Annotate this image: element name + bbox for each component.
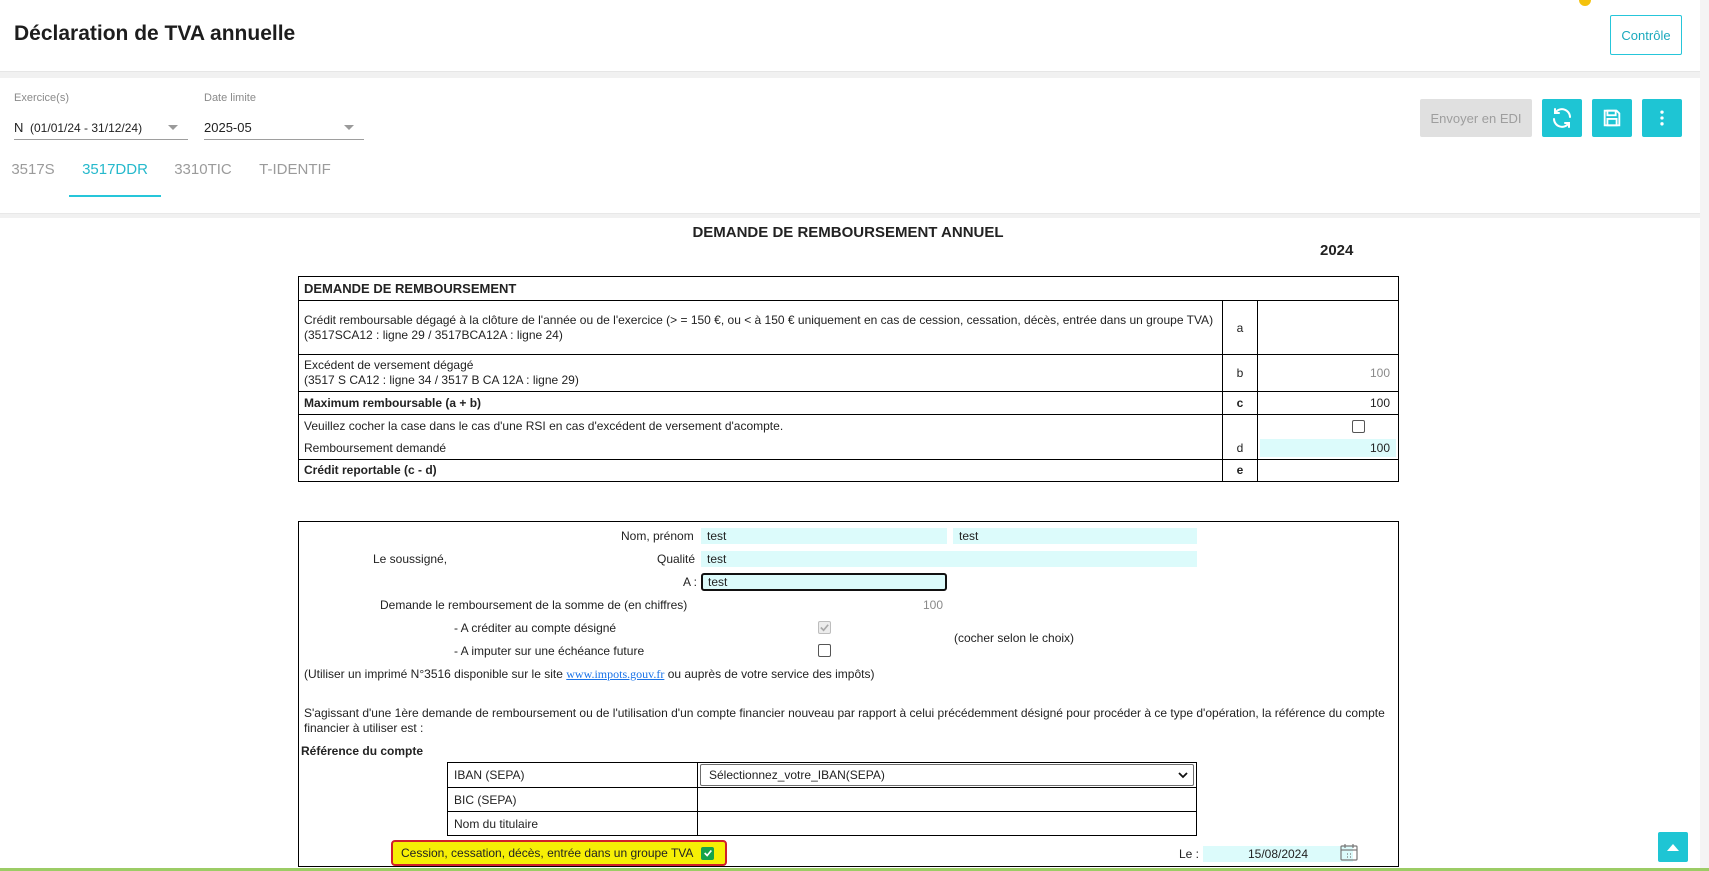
more-options-button[interactable] bbox=[1642, 99, 1682, 137]
refresh-icon bbox=[1550, 106, 1574, 130]
tab-3517s[interactable]: 3517S bbox=[11, 161, 55, 178]
imprime-before: (Utiliser un imprimé N°3516 disponible sur le site bbox=[304, 667, 567, 681]
cocher-label: (cocher selon le choix) bbox=[954, 631, 1075, 645]
content-separator bbox=[0, 214, 1700, 218]
bic-label: BIC (SEPA) bbox=[448, 788, 698, 812]
rsi-letter bbox=[1223, 415, 1258, 437]
form-title: DEMANDE DE REMBOURSEMENT ANNUEL bbox=[692, 224, 1004, 241]
date-input[interactable]: 15/08/2024 bbox=[1203, 846, 1353, 862]
titulaire-label: Nom du titulaire bbox=[448, 812, 698, 836]
imprime-text bbox=[304, 667, 874, 682]
section-header: DEMANDE DE REMBOURSEMENT bbox=[299, 277, 1399, 301]
scroll-to-top-button[interactable] bbox=[1658, 832, 1688, 862]
cession-label: Cession, cessation, décès, entrée dans un groupe TVA bbox=[401, 846, 694, 860]
row-b-text1: Excédent de versement dégagé bbox=[304, 358, 474, 372]
nom-label: Nom, prénom bbox=[621, 529, 694, 543]
refresh-button[interactable] bbox=[1542, 99, 1582, 137]
calendar-button[interactable] bbox=[1339, 842, 1359, 865]
page-title: Déclaration de TVA annuelle bbox=[14, 22, 296, 45]
row-c-letter: c bbox=[1223, 392, 1258, 415]
a-input[interactable]: test bbox=[701, 573, 947, 591]
iban-label: IBAN (SEPA) bbox=[448, 763, 698, 788]
table-row bbox=[299, 355, 1399, 392]
qualite-label: Qualité bbox=[657, 552, 696, 566]
titulaire-input[interactable] bbox=[698, 812, 1197, 836]
row-a-letter: a bbox=[1223, 301, 1258, 355]
scrollbar[interactable] bbox=[1700, 0, 1709, 871]
soussigne-label: Le soussigné, bbox=[373, 552, 448, 566]
iban-cell bbox=[698, 763, 1197, 788]
declaration-box bbox=[298, 521, 1399, 867]
tab-t-identif[interactable]: T-IDENTIF bbox=[259, 161, 331, 178]
row-a-value[interactable] bbox=[1258, 301, 1399, 355]
premiere-text: S'agissant d'une 1ère demande de remboursement ou de l'utilisation d'un compte financier nouveau par rapport à celui précédemment désigné pour procéder à ce type d'opération, la référence du compte financier à utiliser est : bbox=[304, 706, 1385, 735]
bic-input[interactable] bbox=[698, 788, 1197, 812]
le-label: Le : bbox=[1179, 847, 1200, 861]
date-limite-label: Date limite bbox=[204, 92, 256, 104]
nom-input[interactable]: test bbox=[701, 528, 947, 544]
table-row bbox=[448, 788, 1197, 812]
bank-table bbox=[447, 762, 1197, 836]
rsi-checkbox-cell bbox=[1258, 415, 1399, 437]
rsi-checkbox[interactable] bbox=[1352, 420, 1365, 433]
row-d-value[interactable]: 100 bbox=[1258, 437, 1399, 460]
check-icon bbox=[819, 622, 830, 633]
chevron-down-icon bbox=[344, 125, 354, 130]
table-row bbox=[299, 392, 1399, 415]
somme-value: 100 bbox=[922, 598, 943, 612]
table-row bbox=[299, 437, 1399, 460]
exercice-prefix: N bbox=[14, 120, 24, 135]
imputer-label: - A imputer sur une échéance future bbox=[454, 644, 645, 658]
row-a-text1: Crédit remboursable dégagé à la clôture de l'année ou de l'exercice (> = 150 €, ou < à 150 € uniquement en cas de cession, cessation, décès, entrée dans un groupe TVA) bbox=[304, 312, 1214, 327]
table-row bbox=[299, 277, 1399, 301]
cession-highlight bbox=[391, 840, 727, 866]
chevron-down-icon bbox=[168, 125, 178, 130]
iban-select[interactable] bbox=[700, 764, 1194, 786]
notification-dot bbox=[1579, 0, 1591, 6]
exercice-value: (01/01/24 - 31/12/24) bbox=[30, 121, 143, 135]
row-b-text2: (3517 S CA12 : ligne 34 / 3517 B CA 12A : ligne 29) bbox=[304, 373, 579, 387]
exercice-select[interactable] bbox=[14, 112, 188, 140]
date-limite-value: 2025-05 bbox=[204, 120, 252, 135]
prenom-input[interactable]: test bbox=[953, 528, 1197, 544]
envoyer-edi-button[interactable]: Envoyer en EDI bbox=[1420, 99, 1532, 137]
row-a-text bbox=[299, 301, 1223, 355]
row-e-text: Crédit reportable (c - d) bbox=[299, 459, 1223, 481]
controle-button[interactable]: Contrôle bbox=[1610, 15, 1682, 55]
form-year: 2024 bbox=[1320, 242, 1354, 259]
table-row bbox=[299, 415, 1399, 437]
app-header bbox=[0, 0, 1700, 72]
row-d-text: Remboursement demandé bbox=[299, 437, 1223, 460]
check-icon bbox=[703, 848, 713, 858]
save-icon bbox=[1601, 107, 1623, 129]
arrow-up-icon bbox=[1666, 842, 1680, 852]
more-vertical-icon bbox=[1652, 108, 1672, 128]
crediter-checkbox[interactable] bbox=[818, 621, 831, 634]
save-button[interactable] bbox=[1592, 99, 1632, 137]
imputer-checkbox[interactable] bbox=[818, 644, 831, 657]
tab-3310tic[interactable]: 3310TIC bbox=[174, 161, 232, 178]
row-b-text bbox=[299, 355, 1223, 392]
rsi-text: Veuillez cocher la case dans le cas d'une RSI en cas d'excédent de versement d'acompte. bbox=[299, 415, 1223, 437]
toolbar-area bbox=[0, 78, 1700, 214]
qualite-input[interactable]: test bbox=[701, 551, 1197, 567]
impots-link[interactable]: www.impots.gouv.fr bbox=[566, 667, 665, 681]
row-e-value bbox=[1258, 459, 1399, 481]
row-c-value: 100 bbox=[1258, 392, 1399, 415]
table-row bbox=[299, 301, 1399, 355]
calendar-icon bbox=[1339, 842, 1359, 862]
row-b-value[interactable]: 100 bbox=[1258, 355, 1399, 392]
cession-checkbox[interactable] bbox=[701, 847, 714, 860]
table-row bbox=[299, 459, 1399, 481]
row-b-letter: b bbox=[1223, 355, 1258, 392]
table-row bbox=[448, 763, 1197, 788]
somme-label: Demande le remboursement de la somme de (en chiffres) bbox=[380, 598, 688, 612]
date-limite-select[interactable] bbox=[204, 112, 364, 140]
row-e-letter: e bbox=[1223, 459, 1258, 481]
exercice-label: Exercice(s) bbox=[14, 92, 70, 104]
crediter-label: - A créditer au compte désigné bbox=[454, 621, 617, 635]
imprime-after: ou auprès de votre service des impôts) bbox=[664, 667, 875, 681]
row-a-text2: (3517SCA12 : ligne 29 / 3517BCA12A : ligne 24) bbox=[304, 327, 563, 342]
remboursement-table bbox=[298, 276, 1399, 482]
iban-value: Sélectionnez_votre_IBAN(SEPA) bbox=[709, 768, 885, 782]
a-label: A : bbox=[683, 575, 698, 589]
row-c-text: Maximum remboursable (a + b) bbox=[299, 392, 1223, 415]
row-d-letter: d bbox=[1223, 437, 1258, 460]
reference-label: Référence du compte bbox=[301, 744, 424, 758]
chevron-down-icon bbox=[1177, 769, 1189, 781]
table-row bbox=[448, 812, 1197, 836]
tab-3517ddr[interactable]: 3517DDR bbox=[69, 153, 161, 197]
